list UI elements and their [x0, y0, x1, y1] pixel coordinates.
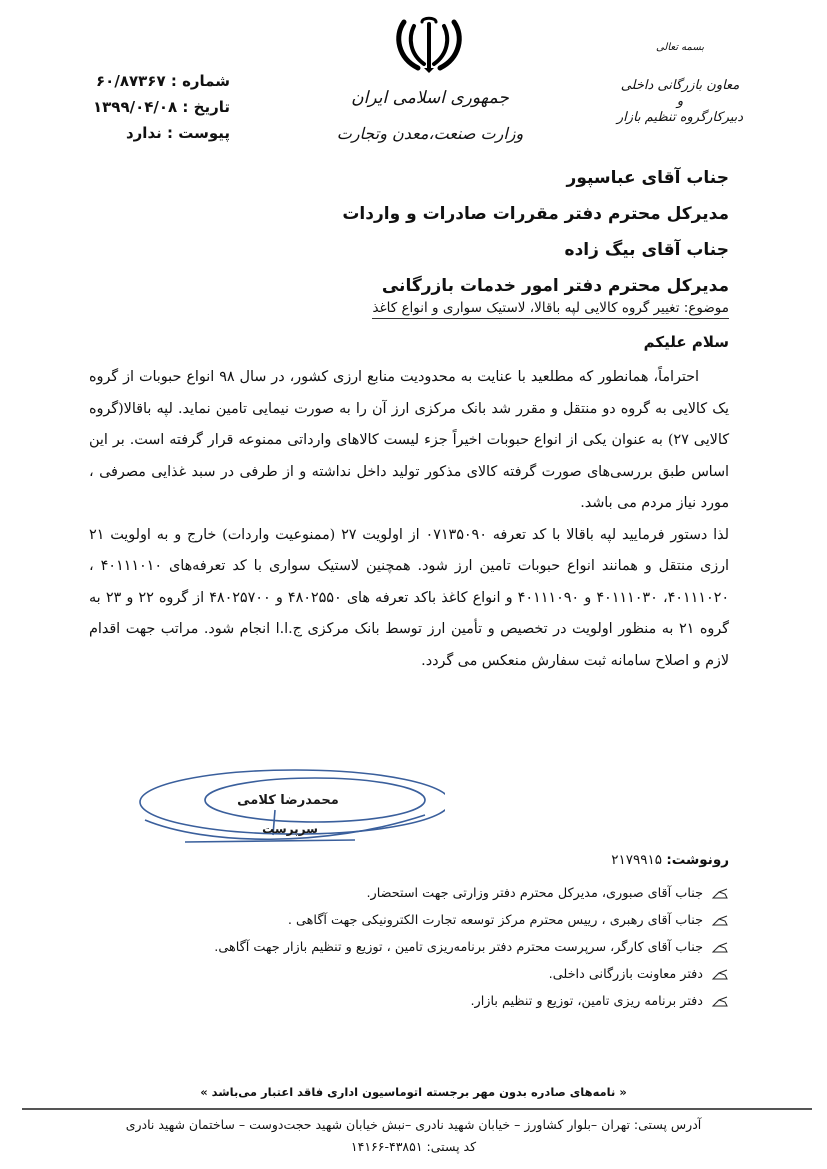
letter-number: شماره : ۶۰/۸۷۳۶۷: [96, 72, 230, 90]
addressee-line: مدیرکل محترم دفتر امور خدمات بازرگانی: [381, 276, 729, 296]
letter-meta: [60, 68, 230, 146]
validity-notice: « نامه‌های صادره بدون مهر برجسته اتوماسیون اداری فاقد اعتبار می‌باشد »: [200, 1085, 627, 1099]
cc-item: [169, 961, 729, 988]
postal-code: کد پستی: ۴۳۸۵۱-۱۴۱۶۶: [350, 1139, 477, 1154]
cc-item: [169, 907, 729, 934]
cc-item-text: جناب آقای رهبری ، رییس محترم مرکز توسعه تجارت الکترونیکی جهت آگاهی .: [287, 913, 703, 928]
sender-office: معاون بازرگانی داخلی: [620, 78, 740, 93]
pen-hand-icon: [711, 942, 729, 954]
pen-hand-icon: [711, 888, 729, 900]
cc-item: [169, 934, 729, 961]
iran-emblem-icon: [392, 14, 466, 74]
addressee-line: جناب آقای عباسپور: [566, 168, 729, 188]
sender-block: [600, 38, 760, 128]
cc-item: [169, 988, 729, 1015]
date-value: ۱۳۹۹/۰۴/۰۸: [93, 98, 178, 116]
pen-hand-icon: [711, 915, 729, 927]
pen-hand-icon: [711, 969, 729, 981]
cc-item-text: دفتر معاونت بازرگانی داخلی.: [548, 967, 703, 982]
addressees: [129, 160, 729, 304]
cc-header: [611, 852, 729, 868]
letter-body: [89, 362, 729, 677]
cc-number: ۲۱۷۹۹۱۵: [611, 852, 663, 868]
cc-item-text: جناب آقای صبوری، مدیرکل محترم دفتر وزارتی جهت استحضار.: [366, 886, 703, 901]
subject-line: موضوع: تغییر گروه کالایی لپه باقالا، لاستیک سواری و انواع کاغذ: [372, 300, 729, 319]
attachment-label: پیوست: [178, 124, 230, 142]
footer-address: [0, 1114, 827, 1158]
body-paragraph: لذا دستور فرمایید لپه باقالا با کد تعرفه ۰۷۱۳۵۰۹۰ از اولویت ۲۷ (ممنوعیت واردات) خارج و به اولویت ۲۱ ارزی منتقل و همانند انواع حبوبات تامین ارز شود. همچنین لاستیک سواری با کد تعرفه‌های ۴۰۱۱۱۰۱۰ ، ۴۰۱۱۱۰۲۰، ۴۰۱۱۱۰۳۰ و ۴۰۱۱۱۰۹۰ و انواع کاغذ باکد تعرفه های ۴۸۰۲۵۵۰ و ۴۸۰۲۵۷۰۰ از گروه ۲۲ و ۲۳ به گروه ۲۱ به منظور اولویت در تخصیص و تأمین ارز توسط بانک مرکزی ج.ا.ا انجام شود. مراتب جهت اقدام لازم و اصلاح سامانه ثبت سفارش منعکس می گردد.: [89, 526, 729, 669]
cc-label: رونوشت:: [666, 852, 729, 868]
signatory-title: سرپرست: [262, 822, 318, 836]
cc-item-text: جناب آقای کارگر، سرپرست محترم دفتر برنامه‌ریزی تامین ، توزیع و تنظیم بازار جهت آگاهی.: [214, 940, 703, 955]
number-label: شماره: [182, 72, 230, 90]
signatory-name: محمدرضا کلامی: [237, 793, 339, 808]
number-value: ۶۰/۸۷۳۶۷: [96, 72, 166, 90]
addressee-line: مدیرکل محترم دفتر مقررات صادرات و واردات: [342, 204, 729, 224]
cc-item: [169, 880, 729, 907]
salutation: سلام علیکم: [643, 333, 729, 351]
cc-item-text: دفتر برنامه ریزی تامین، توزیع و تنظیم بازار.: [470, 994, 703, 1009]
sender-group: دبیرکارگروه تنظیم بازار: [616, 110, 744, 125]
ministry-name: وزارت صنعت،معدن وتجارت: [336, 124, 524, 143]
letter-date: تاریخ : ۱۳۹۹/۰۴/۰۸: [93, 98, 230, 116]
postal-address: آدرس پستی: تهران –بلوار کشاورز – خیابان شهید نادری –نبش خیابان شهید حجت‌دوست – ساختمان شهید نادری: [125, 1117, 702, 1132]
letter-attachment: پیوست : ندارد: [125, 124, 230, 142]
footer-divider: [22, 1108, 812, 1110]
date-label: تاریخ: [193, 98, 230, 116]
body-paragraph: احتراماً، همانطور که مطلعید با عنایت به محدودیت منابع ارزی کشور، در سال ۹۸ انواع حبوبات از گروه یک کالایی به گروه دو منتقل و مقرر شد بانک مرکزی ارز آن را به صورت نیمایی تامین نماید. لپه باقالا(گروه کالایی ۲۷) به عنوان یکی از انواع حبوبات اخیراً جزء لیست کالاهای وارداتی ممنوعه قرار گرفته است. بر این اساس طبق بررسی‌های صورت گرفته کالای مذکور تولید داخل نداشته و از طرفی در سبد غذایی مصرفی ، مورد نیاز مردم می باشد.: [89, 369, 730, 511]
state-title: [330, 85, 530, 147]
sender-conjunction: و: [676, 94, 684, 109]
pen-hand-icon: [711, 996, 729, 1008]
invocation: بسمه تعالی: [655, 42, 705, 53]
attachment-value: ندارد: [125, 124, 162, 142]
country-name: جمهوری اسلامی ایران: [351, 88, 509, 108]
addressee-line: جناب آقای بیگ زاده: [564, 240, 729, 260]
cc-list: [169, 880, 729, 1015]
